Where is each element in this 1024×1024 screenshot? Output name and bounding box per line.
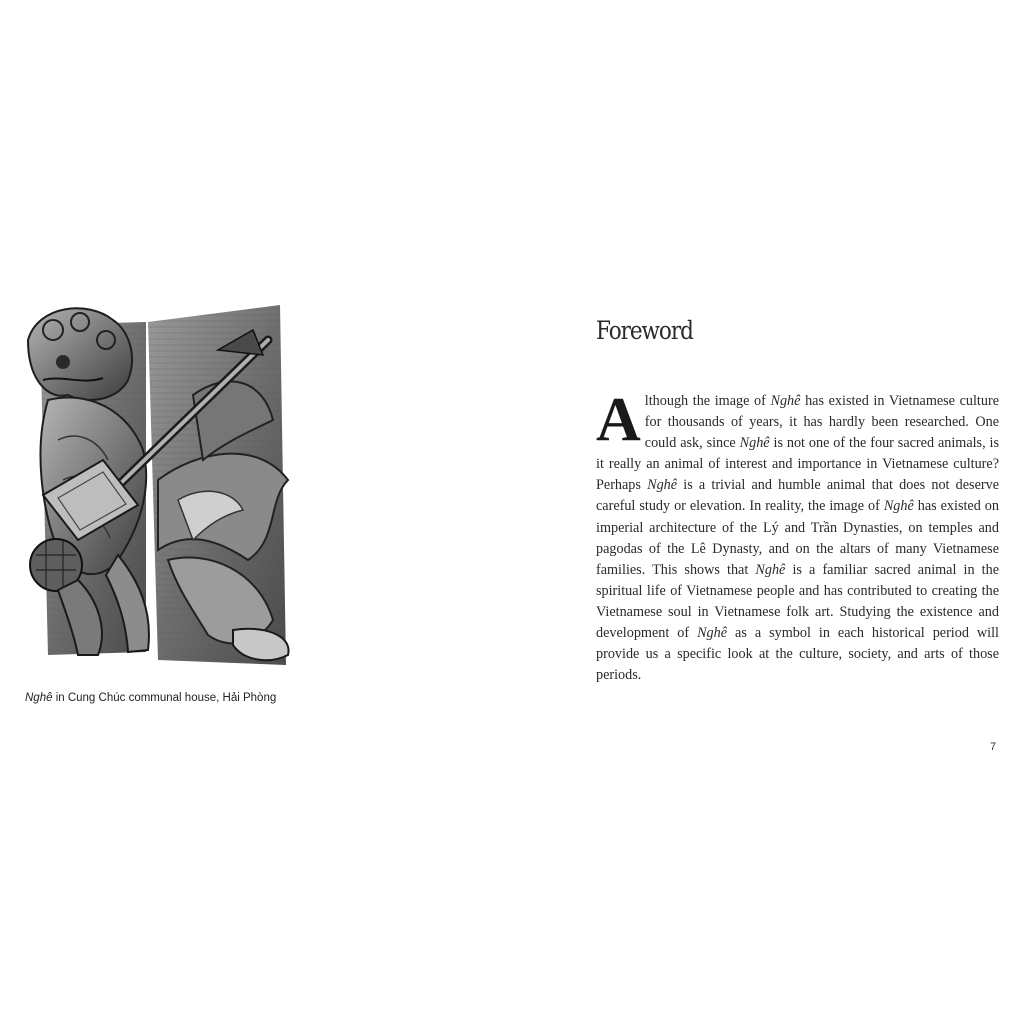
body-run: has existed in Vietnamese culture for thousands of years, it has hardly been researched. One could ask, since: [644, 393, 999, 452]
caption-italic: Nghê: [25, 692, 53, 704]
figure-caption: [25, 692, 276, 704]
italic-term: Nghê: [647, 477, 678, 494]
body-run: as a symbol in each historical period will provide us a specific look at the culture, society, and arts of those periods.: [596, 625, 999, 684]
body-run: is a familiar sacred animal in the spiritual life of Vietnamese people and has contributed to creating the Vietnamese soul in Vietnamese folk art. Studying the existence and development of: [596, 561, 999, 642]
italic-term: Nghê: [883, 498, 914, 515]
nghe-carving-illustration: [18, 300, 298, 670]
italic-term: Nghê: [739, 435, 770, 452]
body-run: is a trivial and humble animal that does not deserve careful study or elevation. In reality, the image of: [596, 477, 999, 515]
body-run: lthough the image of: [644, 393, 771, 409]
drop-cap: A: [596, 386, 641, 454]
page-number: 7: [990, 741, 997, 753]
italic-term: Nghê: [770, 393, 801, 409]
foreword-body: [596, 386, 999, 686]
italic-term: Nghê: [697, 625, 728, 642]
foreword-title: Foreword: [596, 316, 693, 345]
body-run: has existed on imperial architecture of the Lý and Trần Dynasties, on temples and pagodas of the Lê Dynasty, and on the altars of many Vietnamese families. This shows that: [596, 498, 999, 578]
italic-term: Nghê: [755, 561, 786, 578]
body-run: is not one of the four sacred animals, is it really an animal of interest and importance in Vietnamese culture? Perhaps: [596, 435, 999, 494]
caption-rest: in Cung Chúc communal house, Hải Phòng: [52, 692, 277, 704]
